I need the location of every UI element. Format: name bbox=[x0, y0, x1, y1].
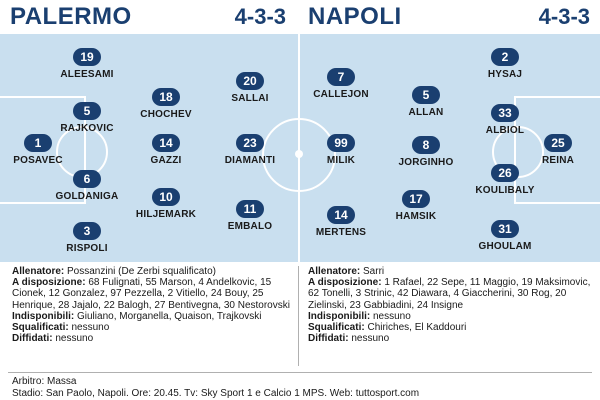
home-player bbox=[205, 200, 295, 232]
player-name: HILJEMARK bbox=[135, 209, 197, 220]
player-name: MILIK bbox=[326, 155, 356, 166]
home-player bbox=[121, 88, 211, 120]
away-unavailable: nessuno bbox=[373, 310, 411, 322]
away-player bbox=[460, 48, 550, 80]
home-player bbox=[121, 188, 211, 220]
player-name: POSAVEC bbox=[13, 155, 63, 166]
player-number: 18 bbox=[152, 88, 180, 106]
venue-label: Stadio: bbox=[12, 387, 44, 399]
player-number: 17 bbox=[402, 190, 430, 208]
player-number: 14 bbox=[327, 206, 355, 224]
player-name: RAJKOVIC bbox=[60, 123, 114, 134]
player-name: GHOULAM bbox=[478, 241, 532, 252]
home-suspended: nessuno bbox=[71, 322, 110, 334]
away-player bbox=[296, 134, 386, 166]
player-name: KOULIBALY bbox=[475, 185, 535, 196]
player-number: 31 bbox=[491, 220, 519, 238]
player-number: 3 bbox=[73, 222, 101, 240]
away-warned: nessuno bbox=[351, 333, 390, 345]
player-name: DIAMANTI bbox=[224, 155, 276, 166]
player-number: 33 bbox=[491, 104, 519, 122]
player-number: 5 bbox=[73, 102, 101, 120]
away-team-info bbox=[308, 266, 594, 344]
info-label: Diffidati: bbox=[12, 333, 53, 345]
player-name: EMBALO bbox=[227, 221, 273, 232]
info-label: Indisponibili: bbox=[12, 310, 75, 322]
home-team-info bbox=[12, 266, 294, 344]
player-number: 6 bbox=[73, 170, 101, 188]
away-player bbox=[460, 164, 550, 196]
player-name: ALEESAMI bbox=[60, 69, 114, 80]
player-name: JORGINHO bbox=[398, 157, 454, 168]
home-team-name: PALERMO bbox=[10, 3, 132, 30]
player-number: 2 bbox=[491, 48, 519, 66]
home-player bbox=[42, 102, 132, 134]
player-number: 10 bbox=[152, 188, 180, 206]
player-number: 20 bbox=[236, 72, 264, 90]
home-team-formation: 4-3-3 bbox=[234, 4, 286, 29]
player-number: 19 bbox=[73, 48, 101, 66]
player-number: 8 bbox=[412, 136, 440, 154]
info-label: Allenatore: bbox=[308, 266, 361, 277]
info-label: Indisponibili: bbox=[308, 310, 371, 322]
away-substitutes: 1 Rafael, 22 Sepe, 11 Maggio, 19 Maksimovic, 62 Tonelli, 3 Strinic, 42 Diawara, 4 Giaccherini, 30 Rog, 20 Zielinski, 23 Gabbiadini, 24 Insigne bbox=[308, 277, 591, 311]
player-name: HAMSIK bbox=[395, 211, 437, 222]
player-name: CALLEJON bbox=[313, 89, 369, 100]
away-player bbox=[460, 104, 550, 136]
away-player bbox=[513, 134, 600, 166]
home-team-header bbox=[0, 0, 296, 34]
referee-label: Arbitro: bbox=[12, 376, 45, 387]
player-name: ALLAN bbox=[408, 107, 444, 118]
player-number: 99 bbox=[327, 134, 355, 152]
away-player bbox=[381, 136, 471, 168]
player-name: RISPOLI bbox=[66, 243, 108, 254]
referee: Massa bbox=[47, 376, 77, 387]
away-player bbox=[381, 86, 471, 118]
home-substitutes: 68 Fulignati, 55 Marson, 4 Andelkovic, 15 Cionek, 12 Gonzalez, 97 Pezzella, 2 Vitiello, 24 Bouy, 25 Henrique, 28 Jajalo, 22 Balogh, 27 Bentivegna, 30 Nestorovski bbox=[12, 277, 290, 311]
info-label: Squalificati: bbox=[12, 322, 69, 334]
info-label: Diffidati: bbox=[308, 333, 349, 345]
away-player bbox=[460, 220, 550, 252]
away-team-formation: 4-3-3 bbox=[538, 4, 590, 29]
home-player bbox=[205, 72, 295, 104]
home-player bbox=[42, 48, 132, 80]
home-warned: nessuno bbox=[55, 333, 94, 345]
player-name: CHOCHEV bbox=[140, 109, 192, 120]
away-suspended: Chiriches, El Kaddouri bbox=[367, 322, 467, 334]
player-name: HYSAJ bbox=[487, 69, 523, 80]
home-unavailable: Giuliano, Morganella, Quaison, Trajkovski bbox=[77, 310, 262, 322]
match-footer bbox=[12, 376, 592, 399]
player-name: REINA bbox=[541, 155, 575, 166]
away-team-name: NAPOLI bbox=[308, 3, 402, 30]
pitch bbox=[0, 34, 600, 262]
away-player bbox=[296, 68, 386, 100]
player-name: ALBIOL bbox=[485, 125, 525, 136]
player-number: 5 bbox=[412, 86, 440, 104]
player-number: 26 bbox=[491, 164, 519, 182]
away-team-header bbox=[298, 0, 600, 34]
home-player bbox=[42, 222, 132, 254]
home-player bbox=[42, 170, 132, 202]
home-player bbox=[205, 134, 295, 166]
player-number: 14 bbox=[152, 134, 180, 152]
venue-details: San Paolo, Napoli. Ore: 20.45. Tv: Sky Sport 1 e Calcio 1 MPS. Web: tuttosport.com bbox=[45, 387, 420, 399]
player-name: SALLAI bbox=[231, 93, 269, 104]
info-label: Allenatore: bbox=[12, 266, 65, 277]
player-number: 25 bbox=[544, 134, 572, 152]
info-label: Squalificati: bbox=[308, 322, 365, 334]
away-player bbox=[371, 190, 461, 222]
info-divider bbox=[298, 266, 299, 366]
player-name: GAZZI bbox=[150, 155, 182, 166]
info-label: A disposizione: bbox=[12, 277, 86, 289]
info-label: A disposizione: bbox=[308, 277, 382, 289]
player-number: 1 bbox=[24, 134, 52, 152]
player-name: GOLDANIGA bbox=[55, 191, 119, 202]
player-number: 23 bbox=[236, 134, 264, 152]
player-number: 11 bbox=[236, 200, 264, 218]
away-coach: Sarri bbox=[363, 266, 385, 277]
player-name: MERTENS bbox=[315, 227, 367, 238]
home-player bbox=[0, 134, 83, 166]
home-player bbox=[121, 134, 211, 166]
player-number: 7 bbox=[327, 68, 355, 86]
footer-divider bbox=[8, 372, 592, 373]
home-coach: Possanzini (De Zerbi squalificato) bbox=[67, 266, 216, 277]
